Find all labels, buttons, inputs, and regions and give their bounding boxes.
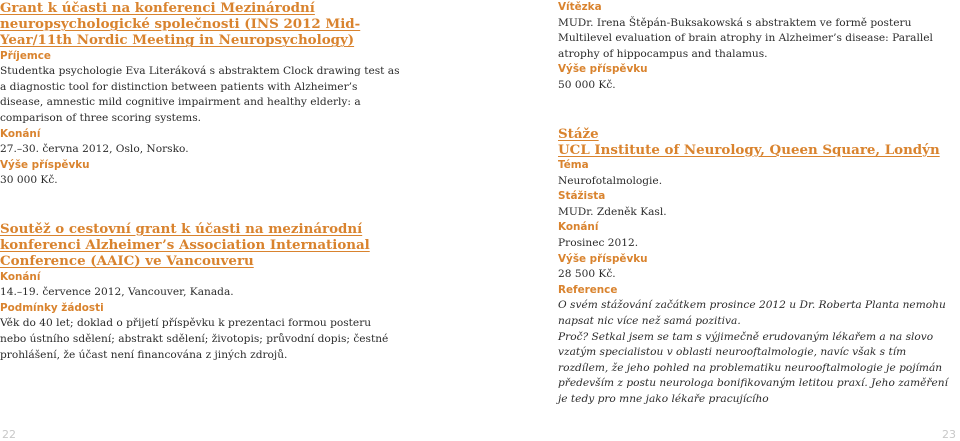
- winner-amount-label: Výše příspěvku: [558, 63, 648, 76]
- venue-label: Konání: [0, 127, 41, 140]
- recipient-label: Příjemce: [0, 49, 51, 62]
- topic-label: Téma: [558, 158, 589, 171]
- intern-label: Stážista: [558, 190, 606, 203]
- left-column: [0, 0, 400, 363]
- reference-label: Reference: [558, 283, 618, 296]
- page-number-right: 23: [942, 428, 956, 441]
- venue-text: 27.–30. června 2012, Oslo, Norsko.: [0, 143, 189, 156]
- internship-venue-text: Prosinec 2012.: [558, 236, 639, 249]
- internships-heading: Stáže: [558, 125, 599, 142]
- amount-text: 30 000 Kč.: [0, 174, 58, 187]
- page-number-left: 22: [2, 428, 16, 441]
- internship-amount-label: Výše příspěvku: [558, 252, 648, 265]
- internship-amount-text: 28 500 Kč.: [558, 268, 616, 281]
- topic-text: Neurofotalmologie.: [558, 174, 663, 187]
- amount-label: Výše příspěvku: [0, 158, 90, 171]
- winner-label: Vítězka: [558, 1, 602, 13]
- conditions-text: Věk do 40 let; doklad o přijetí příspěvku k prezentaci formou posteru nebo ústního sdělení; abstrakt sdělení; životopis; průvodní dopis; čestné prohlášení, že účast není financována z jiných zdrojů.: [0, 317, 389, 361]
- travel-venue-label: Konání: [0, 270, 41, 283]
- reference-text-2: Proč? Setkal jsem se tam s výjimečně erudovaným lékařem a na slovo vzatým specialistou v oblasti neurooftalmologie, navíc však s tím rozdílem, že jeho pohled na problematiku neurooftalmologie je pojímán především z postu neurologa bonifikovaným letitou praxí. Jeho zaměření je tedy pro mne jako lékaře pracujícího: [558, 330, 948, 405]
- internship-institute-heading: UCL Institute of Neurology, Queen Square, Londýn: [558, 141, 940, 158]
- conference-grant-heading: Grant k účasti na konferenci Mezinárodní neuropsychologické společnosti (INS 2012 Mid-Year/11th Nordic Meeting in Neuropsychology): [0, 0, 361, 49]
- winner-text: MUDr. Irena Štěpán-Buksakowská s abstraktem ve formě posteru Multilevel evaluation of brain atrophy in Alzheimer’s disease: Parallel atrophy of hippocampus and thalamus.: [558, 16, 933, 60]
- intern-text: MUDr. Zdeněk Kasl.: [558, 205, 667, 218]
- travel-venue-text: 14.–19. července 2012, Vancouver, Kanada.: [0, 286, 234, 299]
- internship-venue-label: Konání: [558, 221, 599, 234]
- winner-amount-text: 50 000 Kč.: [558, 78, 616, 91]
- travel-grant-heading: Soutěž o cestovní grant k účasti na mezinárodní konferenci Alzheimer’s Association International Conference (AAIC) ve Vancouveru: [0, 220, 370, 270]
- recipient-text: Studentka psychologie Eva Literáková s abstraktem Clock drawing test as a diagnostic tool for distinction between patients with Alzheimer’s disease, amnestic mild cognitive impairment and healthy elderly: a comparison of three scoring systems.: [0, 65, 400, 124]
- right-column: [558, 0, 958, 407]
- conditions-label: Podmínky žádosti: [0, 301, 104, 314]
- reference-text-1: O svém stážování začátkem prosince 2012 u Dr. Roberta Planta nemohu napsat nic více než samá pozitiva.: [558, 299, 946, 327]
